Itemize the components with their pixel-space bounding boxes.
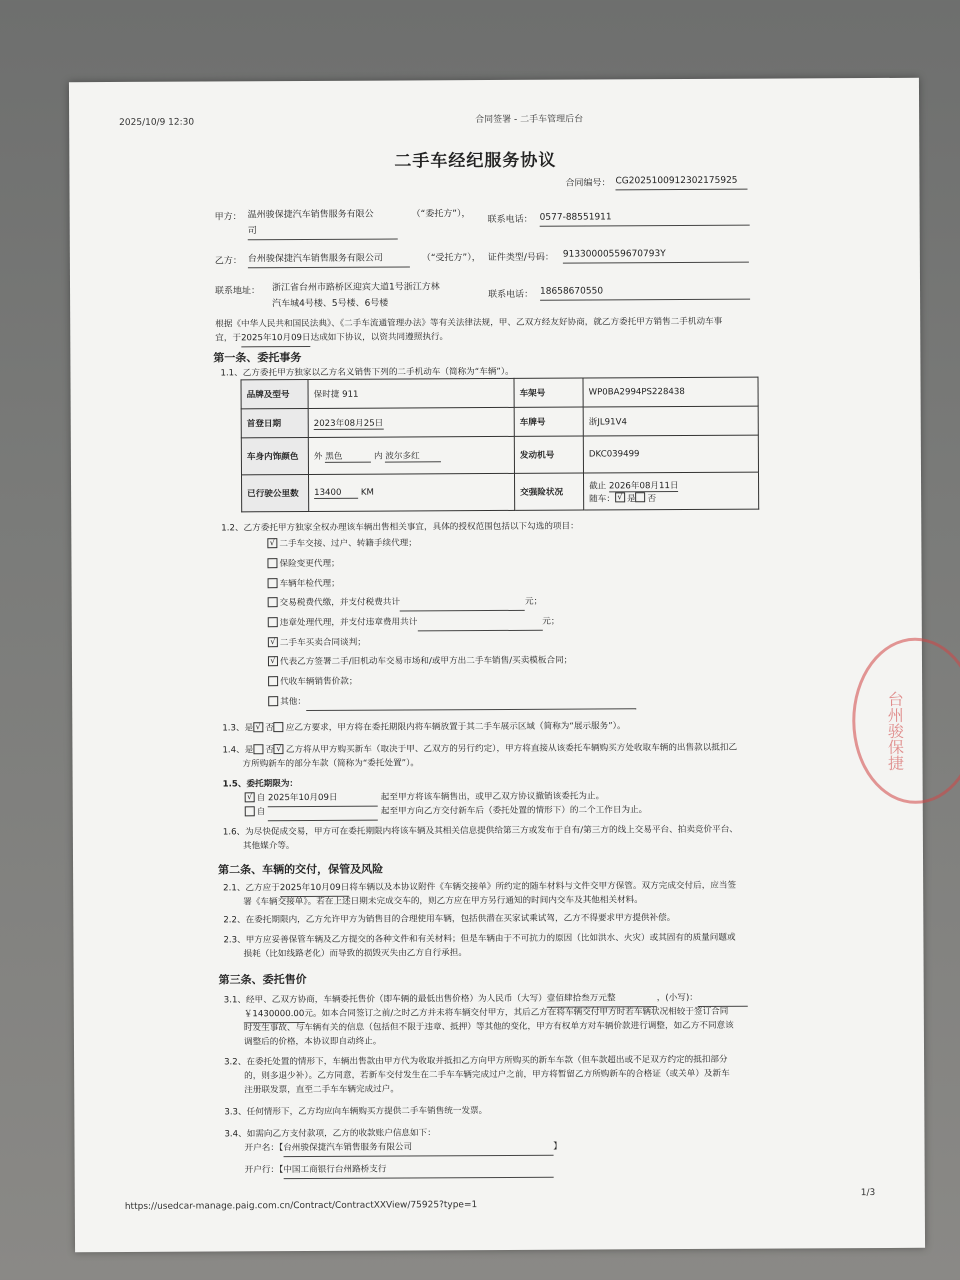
option-5[interactable]: √二手车买卖合同谈判； bbox=[268, 636, 366, 652]
print-datetime: 2025/10/9 12:30 bbox=[119, 117, 195, 128]
party-b-id: 91330000559670793Y bbox=[563, 247, 749, 264]
clause-3-4: 3.4、如需向乙方支付款项，乙方的收款账户信息如下： bbox=[224, 1128, 436, 1140]
mileage-label: 已行驶公里数 bbox=[242, 474, 309, 511]
frame-label: 车架号 bbox=[514, 378, 583, 407]
contract-no-label: 合同编号： bbox=[565, 178, 611, 189]
insurance-yes-checkbox[interactable] bbox=[615, 492, 625, 502]
color-value: 外 黑色 内 波尔多红 bbox=[308, 436, 514, 474]
contract-no: CG2025100912302175925 bbox=[615, 174, 745, 191]
clause-1-6-line-1: 1.6、为尽快促成交易，甲方可在委托期限内将该车辆及其相关信息提供给第三方或发布于自有/第三方的线上交易平台、拍卖竞价平台、 bbox=[222, 824, 738, 838]
doc-title: 二手车经纪服务协议 bbox=[394, 150, 557, 172]
section3-title: 第三条、委托售价 bbox=[218, 973, 307, 987]
color-label: 车身内饰颜色 bbox=[241, 437, 308, 474]
term-option-a[interactable]: √自 2025年10月09日 起至甲方将该车辆售出，或甲乙双方协议撤销该委托为止。 bbox=[245, 789, 605, 807]
party-a-phone: 0577-88551911 bbox=[540, 210, 750, 227]
option-5-checkbox[interactable] bbox=[268, 637, 278, 647]
insurance-no-checkbox[interactable] bbox=[636, 492, 646, 502]
clause-2-3-line-1: 2.3、甲方应妥善保管车辆及乙方提交的各种文件和有关材料；但是车辆由于不可抗力的原因（比如洪水、火灾）或其固有的质量问题或 bbox=[223, 932, 736, 946]
option-4-checkbox[interactable] bbox=[268, 617, 278, 627]
party-b-address-label: 联系地址： bbox=[215, 286, 261, 297]
clause-3-2-line-1: 3.2、在委托处置的情形下，车辆出售款由甲方代为收取并抵扣乙方向甲方所购买的新车车款（但车款超出或不足双方约定的抵扣部分 bbox=[224, 1054, 728, 1068]
option-3[interactable]: 交易税费代缴，并支付税费共计 元； bbox=[268, 595, 543, 612]
option-3-checkbox[interactable] bbox=[268, 597, 278, 607]
party-b-name: 台州骏保捷汽车销售服务有限公司 bbox=[248, 251, 410, 268]
reg-date-label: 首登日期 bbox=[241, 408, 308, 437]
clause-3-1-line-3: 时发生事故、与车辆有关的信息（包括但不限于违章、抵押）等其他的变化，甲方有权单方对车辆价款进行调整，如乙方不同意该 bbox=[243, 1020, 734, 1034]
party-b-address-1: 浙江省台州市路桥区迎宾大道1号浙江方林 bbox=[271, 282, 440, 294]
company-seal bbox=[852, 637, 960, 804]
party-b-phone: 18658670550 bbox=[540, 284, 750, 301]
clause-3-1-line-1: 3.1、经甲、乙双方协商，车辆委托售价（即车辆的最低出售价格）为人民币（大写）壹佰肆拾叁万元整 ，(小写)： bbox=[224, 991, 748, 1010]
term-a-checkbox[interactable] bbox=[245, 792, 255, 802]
seal-text: 台州骏保捷 bbox=[885, 690, 905, 771]
party-a-label: 甲方： bbox=[214, 212, 242, 223]
preamble-line-1: 根据《中华人民共和国民法典》、《二手车流通管理办法》等有关法律法规，甲、乙双方经友好协商，就乙方委托甲方销售二手机动车事 bbox=[215, 316, 723, 330]
insurance-value: 截止 2026年08月11日 随车：√ 是 否 bbox=[583, 472, 758, 510]
option-7[interactable]: 代收车辆销售价款； bbox=[268, 675, 357, 690]
section1-title: 第一条、委托事务 bbox=[213, 351, 302, 365]
clause-1-2: 1.2、乙方委托甲方独家全权办理该车辆出售相关事宜，具体的授权范围包括以下勾选的项目： bbox=[221, 521, 579, 534]
option-6-checkbox[interactable] bbox=[268, 656, 278, 666]
insurance-label: 交强险状况 bbox=[514, 473, 583, 510]
party-a-phone-label: 联系电话： bbox=[487, 214, 533, 226]
option-7-checkbox[interactable] bbox=[268, 676, 278, 686]
clause-1-4-line-2: 方所购新车的部分车款（简称为“委托处置”）。 bbox=[242, 758, 420, 770]
engine-label: 发动机号 bbox=[514, 436, 583, 473]
print-page-title: 合同签署 - 二手车管理后台 bbox=[475, 114, 584, 126]
c1-4-no-checkbox[interactable] bbox=[274, 744, 284, 754]
c1-4-yes-checkbox[interactable] bbox=[253, 744, 263, 754]
option-8-checkbox[interactable] bbox=[268, 696, 278, 706]
clause-2-2: 2.2、在委托期限内，乙方允许甲方为销售目的合理使用车辆，包括供潜在买家试乘试驾，乙方不得要求甲方提供补偿。 bbox=[223, 913, 676, 926]
c1-3-yes-checkbox[interactable] bbox=[253, 722, 263, 732]
clause-2-1-line-2: 署《车辆交接单》。若在上述日期未完成交车的，则乙方应在甲方另行通知的时间内交车及其他相关材料。 bbox=[243, 895, 643, 908]
c1-3-no-checkbox[interactable] bbox=[274, 722, 284, 732]
contract-page bbox=[69, 78, 925, 1252]
party-a-role: （“委托方”）， bbox=[411, 209, 471, 220]
term-b-checkbox[interactable] bbox=[245, 806, 255, 816]
option-2-checkbox[interactable] bbox=[268, 578, 278, 588]
option-2[interactable]: 车辆年检代理； bbox=[268, 577, 340, 592]
party-b-phone-label: 联系电话： bbox=[488, 289, 534, 301]
option-1[interactable]: 保险变更代理； bbox=[267, 557, 339, 572]
option-4[interactable]: 违章处理代理，并支付违章费用共计 元； bbox=[268, 615, 560, 633]
clause-1-5: 1.5、委托期限为： bbox=[222, 779, 299, 790]
vehicle-table bbox=[241, 377, 760, 513]
term-option-b[interactable]: 自 起至甲方向乙方交付新车后（委托处置的情形下）的二个工作日为止。 bbox=[245, 803, 648, 821]
clause-2-1-line-1: 2.1、乙方应于2025年10月09日将车辆以及本协议附件《车辆交接单》所约定的随车材料与文件交甲方保管。双方完成交付后，应当签 bbox=[223, 879, 736, 898]
engine-value: DKC039499 bbox=[583, 435, 758, 473]
option-8[interactable]: 其他： bbox=[268, 693, 636, 711]
account-name-line: 开户名：【台州骏保捷汽车销售服务有限公司 】 bbox=[244, 1140, 561, 1158]
clause-3-2-line-2: 的，则多退少补）。乙方同意，若新车交付发生在二手车车辆完成过户之前，甲方将暂留乙方所购新车的合格证（或关单）及新车 bbox=[244, 1068, 730, 1082]
brand-value: 保时捷 911 bbox=[308, 378, 514, 408]
section2-title: 第二条、车辆的交付，保管及风险 bbox=[218, 862, 384, 877]
reg-date-value: 2023年08月25日 bbox=[308, 407, 514, 437]
plate-value: 浙JL91V4 bbox=[583, 406, 758, 436]
clause-3-3: 3.3、任何情形下，乙方均应向车辆购买方提供二手车销售统一发票。 bbox=[224, 1106, 488, 1118]
clause-1-6-line-2: 其他媒介等。 bbox=[242, 841, 295, 852]
brand-label: 品牌及型号 bbox=[241, 379, 308, 408]
clause-1-3: 1.3、是√ 否 应乙方要求，甲方将在委托期限内将车辆放置于其二手车展示区域（简称为“展示服务”）。 bbox=[222, 719, 625, 736]
clause-1-4-line-1: 1.4、是 否√ 乙方将从甲方购买新车（取决于甲、乙双方的另行约定），甲方将直接从该委托车辆购买方处收取车辆的出售款以抵扣乙 bbox=[222, 741, 737, 759]
clause-2-3-line-2: 损耗（比如线路老化）而导致的损毁灭失由乙方自行承担。 bbox=[243, 948, 467, 960]
footer-url: https://usedcar-manage.paig.com.cn/Contract/ContractXXView/75925?type=1 bbox=[124, 1200, 478, 1212]
option-6[interactable]: √代表乙方签署二手/旧机动车交易市场和/或甲方出二手车销售/买卖模板合同； bbox=[268, 654, 572, 671]
option-1-checkbox[interactable] bbox=[267, 558, 277, 568]
preamble-line-2: 宜，于2025年10月09日达成如下协议，以资共同遵照执行。 bbox=[215, 330, 448, 347]
bank-line: 开户行：【中国工商银行台州路桥支行 bbox=[245, 1162, 554, 1180]
party-a-name-2: 司 bbox=[248, 224, 398, 241]
party-b-address-2: 汽车城4号楼、5号楼、6号楼 bbox=[272, 298, 389, 310]
clause-3-2-line-3: 注册联发票，直至二手车车辆完成过户。 bbox=[244, 1084, 399, 1096]
party-b-id-label: 证件类型/号码： bbox=[487, 252, 554, 264]
clause-3-1-line-2: ￥1430000.00元。如本合同签订之前/之时乙方并未将车辆交付甲方，其后乙方在将车辆交付甲方时若车辆状况相较于签订合同 bbox=[244, 1005, 729, 1024]
clause-1-1: 1.1、乙方委托甲方独家以乙方名义销售下列的二手机动车（简称为“车辆”）。 bbox=[220, 366, 514, 379]
clause-3-1-line-4: 调整后的价格，本协议即自动终止。 bbox=[243, 1036, 382, 1048]
party-b-label: 乙方： bbox=[214, 256, 242, 267]
plate-label: 车牌号 bbox=[514, 407, 583, 436]
party-b-role: （“受托方”）， bbox=[421, 253, 481, 264]
option-0[interactable]: √二手车交接、过户、转籍手续代理； bbox=[267, 536, 417, 552]
frame-value: WP0BA2994PS228438 bbox=[583, 377, 758, 407]
footer-page: 1/3 bbox=[860, 1188, 876, 1199]
mileage-value: 13400 KM bbox=[308, 473, 514, 511]
option-0-checkbox[interactable] bbox=[267, 538, 277, 548]
party-a-name-1: 温州骏保捷汽车销售服务有限公 bbox=[247, 209, 374, 221]
